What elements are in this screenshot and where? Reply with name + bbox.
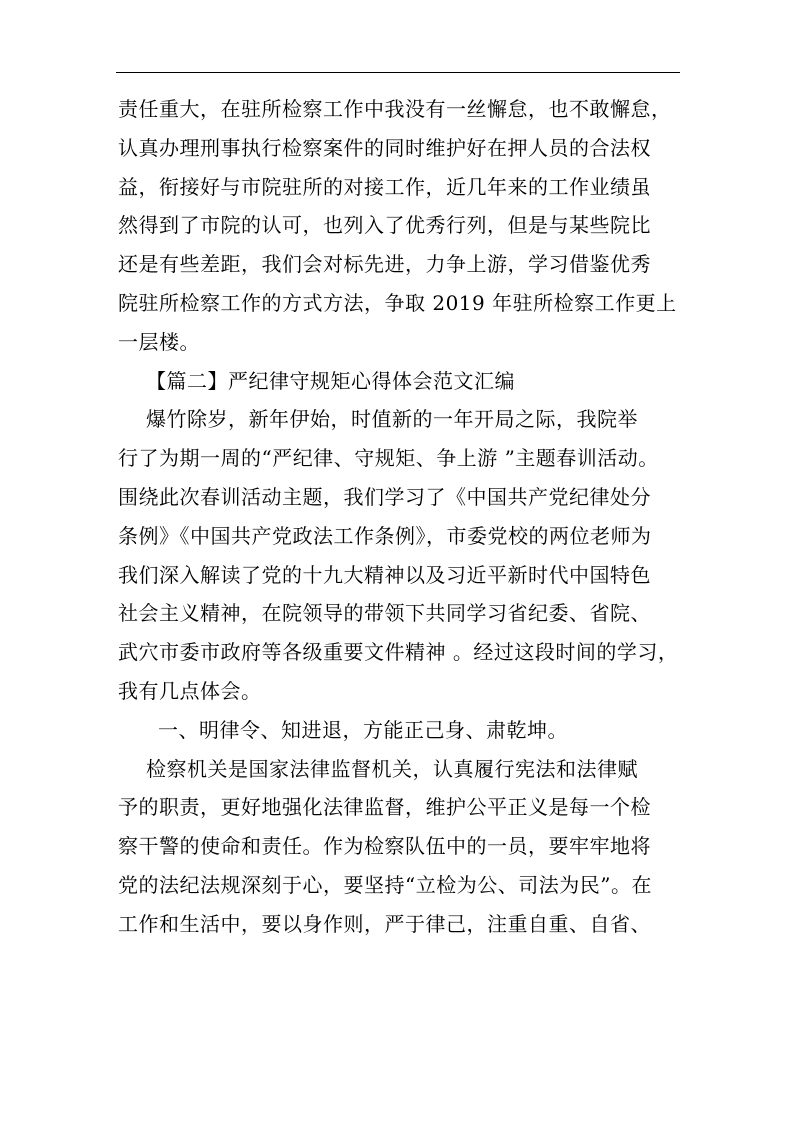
text-line: 还是有些差距，我们会对标先进，力争上游，学习借鉴优秀 xyxy=(118,252,651,277)
text-line: 工作和生活中，要以身作则，严于律己，注重自重、自省、 xyxy=(118,911,651,936)
text-line: 然得到了市院的认可，也列入了优秀行列，但是与某些院比 xyxy=(118,213,651,238)
text-line: 社会主义精神，在院领导的带领下共同学习省纪委、省院、 xyxy=(118,601,651,626)
text-line: 检察机关是国家法律监督机关，认真履行宪法和法律赋 xyxy=(146,756,638,781)
text-line: 一层楼。 xyxy=(118,329,200,354)
text-line: 武穴市委市政府等各级重要文件精神 。经过这段时间的学习， xyxy=(118,640,679,665)
subheading: 一、明律令、知进退，方能正己身、肃乾坤。 xyxy=(158,717,568,742)
text-line: 党的法纪法规深刻于心，要坚持“立检为公、司法为民”。在 xyxy=(118,872,652,897)
text-line: 察干警的使命和责任。作为检察队伍中的一员，要牢牢地将 xyxy=(118,834,651,859)
section-heading: 【篇二】严纪律守规矩心得体会范文汇编 xyxy=(146,368,515,393)
text-line: 认真办理刑事执行检察案件的同时维护好在押人员的合法权 xyxy=(118,135,651,160)
document-body xyxy=(118,90,684,944)
text-line: 院驻所检察工作的方式方法，争取 2019 年驻所检察工作更上 xyxy=(118,290,677,315)
text-line: 爆竹除岁，新年伊始，时值新的一年开局之际，我院举 xyxy=(146,407,638,432)
text-line: 我有几点体会。 xyxy=(118,678,262,703)
text-line: 行了为期一周的“严纪律、守规矩、争上游 ”主题春训活动。 xyxy=(118,446,659,471)
text-line: 责任重大，在驻所检察工作中我没有一丝懈怠，也不敢懈怠， xyxy=(118,97,672,121)
text-line: 围绕此次春训活动主题，我们学习了《中国共产党纪律处分 xyxy=(118,484,651,509)
header-rule xyxy=(116,72,680,73)
text-line: 我们深入解读了党的十九大精神以及习近平新时代中国特色 xyxy=(118,562,651,587)
text-line: 益，衔接好与市院驻所的对接工作，近几年来的工作业绩虽 xyxy=(118,174,651,199)
text-line: 予的职责，更好地强化法律监督，维护公平正义是每一个检 xyxy=(118,795,651,820)
text-line: 条例》《中国共产党政法工作条例》，市委党校的两位老师为 xyxy=(118,523,652,548)
